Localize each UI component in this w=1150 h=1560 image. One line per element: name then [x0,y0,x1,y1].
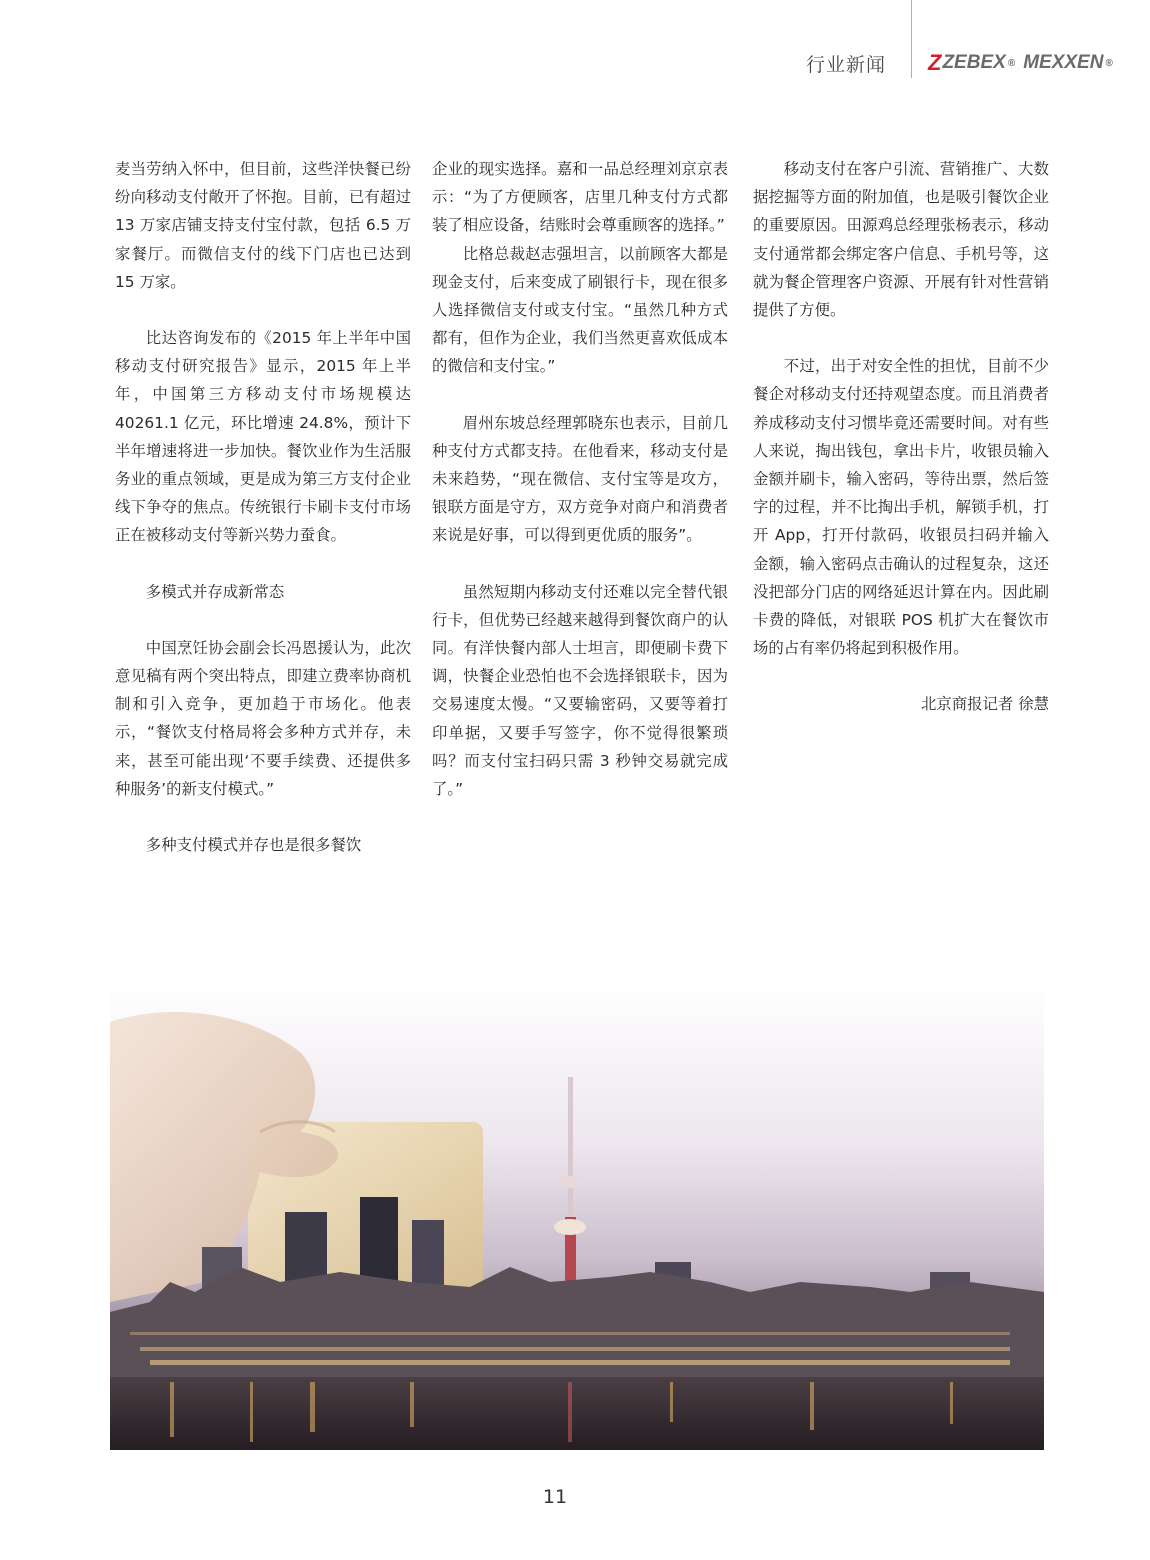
brand-registered-mark: ® [1007,57,1016,69]
paragraph: 比达咨询发布的《2015 年上半年中国移动支付研究报告》显示，2015 年上半年，中国第三方移动支付市场规模达 40261.1 亿元，环比增速 24.8%，预计下半年增速将进一步加快。餐饮业作为生活服务业的重点领域，更是成为第三方支付企业线下争夺的焦点。传统银行卡刷卡支付市场正在被移动支付等新兴势力蚕食。 [115,329,411,545]
byline: 北京商报记者 徐慧 [920,695,1049,714]
header-divider [911,0,912,78]
section-title: 行业新闻 [806,54,887,76]
paragraph: 多种支付模式并存也是很多餐饮 [145,836,362,855]
brand-logo [928,50,1121,76]
page-number: 11 [542,1486,568,1508]
article-column-1 [115,155,411,859]
paragraph: 眉州东坡总经理郭晓东也表示，目前几种支付方式都支持。在他看来，移动支付是未来趋势，“现在微信、支付宝等是攻方，银联方面是守方，双方竞争对商户和消费者来说是好事，可以得到更优质的服务”。 [432,413,728,545]
paragraph: 中国烹饪协会副会长冯恩援认为，此次意见稿有两个突出特点，即建立费率协商机制和引入竞争，更加趋于市场化。他表示，“餐饮支付格局将会多种方式并存，未来，甚至可能出现‘不要手续费、还提供多种服务’的新支付模式。” [115,638,411,798]
paragraph: 比格总裁赵志强坦言，以前顾客大都是现金支付，后来变成了刷银行卡，现在很多人选择微信支付或支付宝。“虽然几种方式都有，但作为企业，我们当然更喜欢低成本的微信和支付宝。” [432,244,728,376]
article-column-3 [753,155,1049,719]
paragraph: 企业的现实选择。嘉和一品总经理刘京京表示：“为了方便顾客，店里几种支付方式都装了相应设备，结账时会尊重顾客的选择。” [432,160,728,235]
brand-registered-mark-2: ® [1105,57,1113,69]
paragraph: 不过，出于对安全性的担忧，目前不少餐企对移动支付还持观望态度。而且消费者养成移动支付习惯毕竟还需要时间。对有些人来说，掏出钱包，拿出卡片，收银员输入金额并刷卡，输入密码，等待出票，然后签字的过程，并不比掏出手机，解锁手机，打开 App，打开付款码，收银员扫码并输入金额，输入密码点击确认的过程复杂，这还没把部分门店的网络延迟计算在内。因此刷卡费的降低，对银联 POS 机扩大在餐饮市场的占有率仍将起到积极作用。 [753,357,1049,658]
skyline-illustration [110,982,1044,1450]
paragraph: 移动支付在客户引流、营销推广、大数据挖掘等方面的附加值，也是吸引餐饮企业的重要原因。田源鸡总经理张杨表示，移动支付通常都会绑定客户信息、手机号等，这就为餐企管理客户资源、开展有针对性营销提供了方便。 [753,160,1049,320]
paragraph: 麦当劳纳入怀中，但目前，这些洋快餐已纷纷向移动支付敞开了怀抱。目前，已有超过 13 万家店铺支持支付宝付款，包括 6.5 万家餐厅。而微信支付的线下门店也已达到 15 万家。 [115,160,411,291]
brand-mexxen: MEXXEN [1023,52,1104,73]
article-column-2 [432,155,728,803]
skyline-photo [110,982,1044,1450]
paragraph: 虽然短期内移动支付还难以完全替代银行卡，但优势已经越来越得到餐饮商户的认同。有洋快餐内部人士坦言，即便刷卡费下调，快餐企业恐怕也不会选择银联卡，因为交易速度太慢。“又要输密码，又要等着打印单据，又要手写签字，你不觉得很繁琐吗？而支付宝扫码只需 3 秒钟交易就完成了。” [432,582,728,799]
subheading: 多模式并存成新常态 [145,582,285,601]
brand-z-mark: Z [928,50,942,75]
brand-zebex: ZEBEX [942,52,1006,73]
